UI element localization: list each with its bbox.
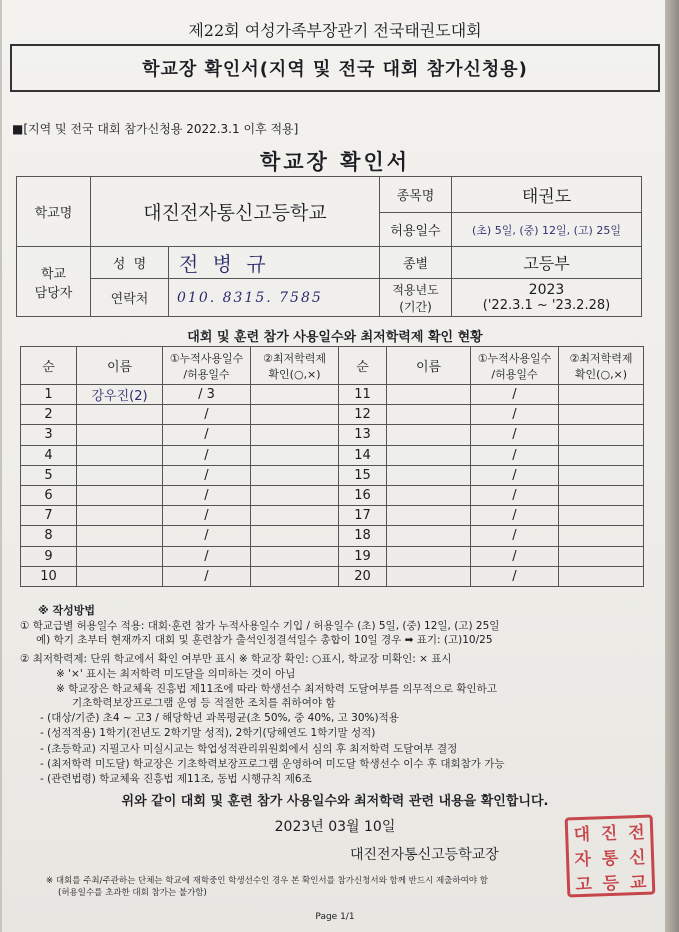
row-no: 8 [21,526,77,546]
table-row [21,465,644,485]
contact-label: 연락처 [91,279,169,317]
row-check-2 [559,566,644,586]
note-6: - (최저학력 미도달) 학교장은 기초학력보장프로그램 운영하여 미도달 학생선수 이수 후 대회참가 가능 [40,758,505,770]
manager-label-1: 학교 [40,266,67,282]
row-check [251,566,339,586]
row-no-2: 19 [339,546,387,566]
row-no: 5 [21,465,77,485]
col-days-b-1: ①누적사용일수 [477,351,552,365]
row-check [251,385,339,405]
row-no-2: 15 [339,465,387,485]
row-days: / 3 [163,385,251,405]
col-no: 순 [21,347,77,385]
row-name-2 [387,385,471,405]
notes-heading: ※ 작성방법 [38,604,96,617]
row-days-2: / [471,425,559,445]
row-no: 4 [21,445,77,465]
row-no: 9 [21,546,77,566]
row-days-2: / [471,526,559,546]
col-no-2: 순 [339,347,387,385]
row-no-2: 17 [339,506,387,526]
seal-glyph: 자 [574,849,592,871]
manager-label-2: 담당자 [34,285,73,301]
seal-glyph: 등 [602,873,620,895]
row-name [77,425,163,445]
name-value-text: 전 병 규 [179,252,270,276]
row-no: 3 [21,425,77,445]
row-days: / [163,465,251,485]
row-name-2 [387,566,471,586]
row-check-2 [559,465,644,485]
row-days-2: / [471,546,559,566]
seal-glyph: 통 [601,848,619,870]
row-name-2 [387,506,471,526]
table-row [21,546,644,566]
note-1a: ① 학교급별 허용일수 적용: 대회·훈련 참가 누적사용일수 기입 / 허용일수 (초) 5일, (중) 12일, (고) 25일 [20,620,500,632]
row-name-2 [387,485,471,505]
row-name [77,526,163,546]
year-label [380,279,452,317]
row-check [251,405,339,425]
status-title: 대회 및 훈련 참가 사용일수와 최저학력제 확인 현황 [187,330,483,345]
note-2b: ※ '×' 표시는 최저학력 미도달을 의미하는 것이 아님 [56,668,296,680]
row-check-2 [559,385,644,405]
event-label: 종목명 [380,177,452,213]
col-check [251,347,339,385]
applicability-note: ■[지역 및 전국 대회 참가신청용 2022.3.1 이후 적용] [12,122,299,136]
row-name [77,506,163,526]
allowed-days-text: (초) 5일, (중) 12일, (고) 25일 [472,223,621,237]
note-1b: 예) 학기 초부터 현재까지 대회 및 훈련참가 출석인정결석일수 총합이 10일 경우 ➡ 표기: (고)10/25 [36,634,493,646]
seal-glyph: 대 [573,824,591,846]
manager-label [17,247,91,317]
seal-glyph: 고 [575,874,593,896]
row-days: / [163,445,251,465]
row-no: 2 [21,405,77,425]
seal-glyph: 신 [628,847,646,869]
col-check-b-2: 확인(○,×) [574,367,628,381]
doc-banner-text: 학교장 확인서(지역 및 전국 대회 참가신청용) [142,59,528,80]
seal-glyph: 전 [627,822,646,844]
row-check-2 [559,526,644,546]
school-label: 학교명 [17,177,91,247]
col-check-b-1: ②최저학력제 [569,351,633,365]
col-name-2: 이름 [387,347,471,385]
note-3: - (대상/기준) 초4 ~ 고3 / 해당학년 과목평균(초 50%, 중 40%, 고 30%)적용 [40,712,399,724]
row-no-2: 16 [339,485,387,505]
table-row [21,485,644,505]
row-name-2 [387,465,471,485]
row-no-2: 20 [339,566,387,586]
col-days-b-2: /허용일수 [491,367,538,381]
row-no-2: 14 [339,445,387,465]
event-title: 제22회 여성가족부장관기 전국태권도대회 [188,21,482,40]
form-title: 학교장 확인서 [259,150,411,174]
row-days-2: / [471,566,559,586]
row-name-2 [387,445,471,465]
row-name [77,546,163,566]
event-value-text: 태권도 [521,187,572,207]
row-days-2: / [471,385,559,405]
row-days: / [163,506,251,526]
note-2d: 기초학력보장프로그램 운영 등 적절한 조치를 취하여야 함 [72,697,336,709]
row-no-2: 13 [339,425,387,445]
name-label: 성 명 [91,247,169,279]
row-days: / [163,566,251,586]
col-days-1: ①누적사용일수 [169,351,244,365]
school-value [91,177,380,247]
official-seal [565,814,656,897]
row-days: / [163,425,251,445]
division-value-text: 고등부 [523,254,570,273]
note-2a: ② 최저학력제: 단위 학교에서 확인 여부만 표시 ※ 학교장 확인: ○표시, 학교장 미확인: × 표시 [20,653,452,665]
row-check-2 [559,506,644,526]
page-edge-shadow [665,0,679,932]
table-row [21,566,644,586]
row-days-2: / [471,405,559,425]
doc-banner [10,44,660,92]
col-name: 이름 [77,347,163,385]
table-row [21,445,644,465]
row-check-2 [559,546,644,566]
school-value-text: 대진전자통신고등학교 [143,202,327,224]
name-value [169,247,380,279]
row-check [251,465,339,485]
row-name: 강우진(2) [77,385,163,405]
row-check-2 [559,485,644,505]
row-check [251,526,339,546]
row-name-2 [387,425,471,445]
row-no-2: 12 [339,405,387,425]
row-name [77,405,163,425]
contact-value [169,279,380,317]
row-check [251,485,339,505]
row-check [251,546,339,566]
division-value [452,247,642,279]
date: 2023년 03월 10일 [274,819,396,835]
row-check-2 [559,425,644,445]
row-check [251,506,339,526]
period-value-text: ('22.3.1 ~ '23.2.28) [482,298,611,313]
col-check-1: ②최저학력제 [263,351,326,365]
row-days-2: / [471,485,559,505]
row-check-2 [559,445,644,465]
note-4: - (성적적용) 1학기(전년도 2학기말 성적), 2학기(당해연도 1학기말 성적) [40,727,376,739]
document-page [2,0,668,932]
row-no: 1 [21,385,77,405]
row-days: / [163,485,251,505]
row-check-2 [559,405,644,425]
row-days: / [163,405,251,425]
seal-glyph: 진 [600,823,618,845]
page-label: Page 1/1 [315,912,355,922]
row-check [251,425,339,445]
row-no: 6 [21,485,77,505]
col-days-b [471,347,559,385]
year-value-text: 2023 [528,282,565,298]
info-table [16,176,642,317]
row-name [77,445,163,465]
row-days: / [163,526,251,546]
year-label-2: (기간) [399,299,432,314]
year-label-1: 적용년도 [392,282,439,297]
row-no-2: 11 [339,385,387,405]
footer-note-2: (허용일수를 초과한 대회 참가는 불가함) [58,888,207,898]
row-no-2: 18 [339,526,387,546]
row-name-2 [387,526,471,546]
confirm-sentence: 위와 같이 대회 및 훈련 참가 사용일수와 최저학력 관련 내용을 확인합니다. [121,794,549,809]
row-no: 7 [21,506,77,526]
principal: 대진전자통신고등학교장 [350,847,499,863]
table-row [21,405,644,425]
note-7: - (관련법령) 학교체육 진흥법 제11조, 동법 시행규칙 제6조 [40,773,312,785]
event-value [452,177,642,213]
row-name [77,566,163,586]
table-row [21,506,644,526]
row-days-2: / [471,506,559,526]
table-row [21,425,644,445]
row-name [77,485,163,505]
note-2c: ※ 학교장은 학교체육 진흥법 제11조에 따라 학생선수 최저학력 도달여부를 의무적으로 확인하고 [56,683,497,695]
col-days [163,347,251,385]
note-5: - (초등학교) 지필고사 미실시교는 학업성적관리위원회에서 심의 후 최저학력 도달여부 결정 [40,743,458,755]
row-check [251,445,339,465]
row-days: / [163,546,251,566]
year-value [452,279,642,317]
row-name [77,465,163,485]
table-row [21,526,644,546]
contact-value-text: 010. 8315. 7585 [177,289,323,306]
footer-note-1: ※ 대회를 주최/주관하는 단체는 학교에 재학중인 학생선수인 경우 본 확인서를 참가신청서와 함께 반드시 제출하여야 함 [46,876,488,886]
row-no: 10 [21,566,77,586]
allowed-days-label: 허용일수 [380,213,452,247]
col-check-b [559,347,644,385]
division-label: 종별 [380,247,452,279]
row-name-2 [387,405,471,425]
allowed-days-value [452,213,642,247]
col-check-2: 확인(○,×) [268,367,321,381]
seal-glyph: 교 [629,872,647,894]
status-table [20,346,644,587]
col-days-2: /허용일수 [183,367,230,381]
table-row [21,385,644,405]
row-days-2: / [471,445,559,465]
row-name-2 [387,546,471,566]
row-days-2: / [471,465,559,485]
